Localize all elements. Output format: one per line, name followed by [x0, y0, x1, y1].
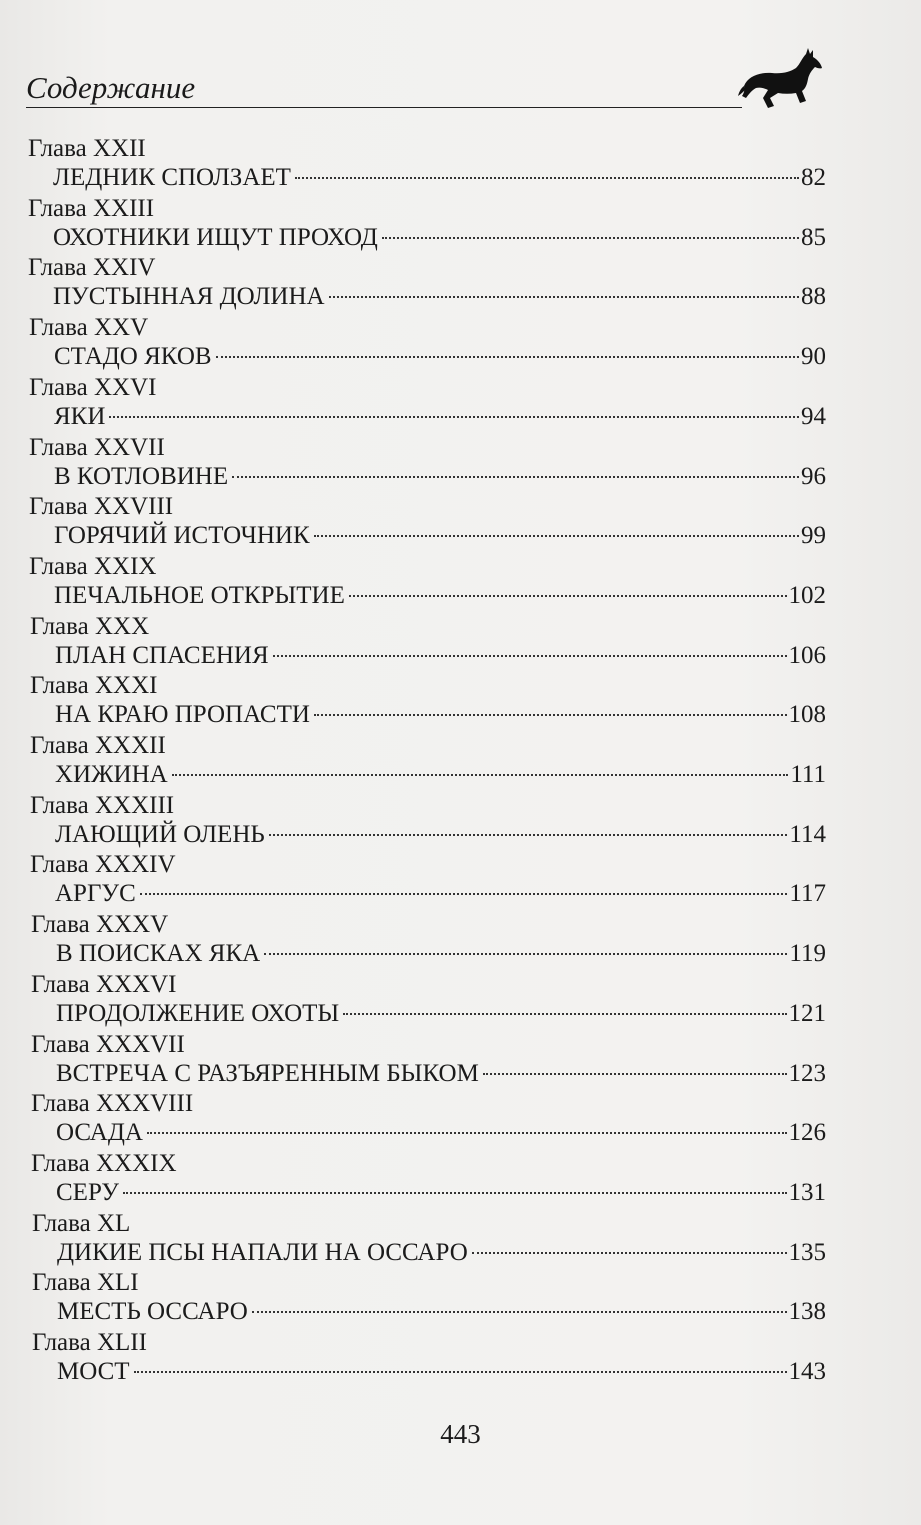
chapter-title: СТАДО ЯКОВ	[54, 343, 212, 371]
chapter-title: ГОРЯЧИЙ ИСТОЧНИК	[54, 522, 310, 550]
chapter-title: ОСАДА	[56, 1119, 143, 1147]
dot-leader	[472, 1252, 787, 1254]
chapter-title: ЛАЮЩИЙ ОЛЕНЬ	[55, 820, 265, 848]
dot-leader	[232, 476, 799, 478]
dot-leader	[147, 1132, 787, 1134]
toc-entry[interactable]	[57, 1238, 826, 1268]
toc-chapter	[0, 612, 921, 672]
chapter-label: Глава XXIII	[28, 194, 155, 222]
toc-chapter	[0, 671, 921, 731]
toc-chapter	[0, 731, 921, 791]
toc-entry[interactable]	[54, 462, 826, 492]
dot-leader	[264, 953, 787, 955]
toc-entry[interactable]	[55, 641, 826, 671]
toc-entry[interactable]	[54, 521, 826, 551]
chapter-title: МОСТ	[57, 1358, 130, 1385]
dot-leader	[273, 655, 787, 657]
chapter-page-number: 117	[789, 880, 826, 908]
chapter-page-number: 90	[801, 343, 826, 371]
chapter-title: СЕРУ	[56, 1178, 119, 1206]
toc-entry[interactable]	[56, 1059, 826, 1089]
chapter-label: Глава XXXIX	[31, 1149, 177, 1177]
chapter-label: Глава XXVI	[29, 373, 157, 401]
toc-chapter	[0, 433, 921, 493]
chapter-page-number: 111	[790, 761, 826, 788]
chapter-page-number: 138	[788, 1298, 826, 1326]
toc-entry[interactable]	[54, 342, 826, 372]
toc-chapter	[0, 910, 921, 970]
dot-leader	[314, 714, 787, 716]
chapter-page-number: 126	[788, 1119, 826, 1147]
chapter-label: Глава XXXVIII	[31, 1090, 194, 1118]
chapter-title: ПУСТЫННАЯ ДОЛИНА	[53, 283, 325, 311]
header-title: Содержание	[26, 70, 196, 105]
chapter-title: ПЛАН СПАСЕНИЯ	[55, 641, 269, 669]
chapter-page-number: 143	[788, 1358, 826, 1385]
chapter-label: Глава XXVIII	[29, 493, 174, 521]
toc-chapter	[0, 373, 921, 433]
dot-leader	[349, 595, 787, 597]
chapter-title: ЯКИ	[54, 402, 106, 430]
chapter-page-number: 88	[801, 283, 826, 311]
chapter-title: ОХОТНИКИ ИЩУТ ПРОХОД	[53, 223, 378, 251]
toc-entry[interactable]	[55, 820, 826, 850]
toc-chapter	[0, 313, 921, 373]
chapter-title: МЕСТЬ ОССАРО	[57, 1298, 248, 1326]
chapter-title: ПЕЧАЛЬНОЕ ОТКРЫТИЕ	[54, 581, 345, 609]
chapter-label: Глава XXIX	[29, 552, 157, 580]
chapter-label: Глава XXXV	[31, 911, 169, 939]
chapter-title: ПРОДОЛЖЕНИЕ ОХОТЫ	[56, 999, 340, 1027]
toc-chapter	[0, 970, 921, 1030]
toc-entry[interactable]	[55, 700, 826, 730]
toc-chapter	[0, 850, 921, 910]
chapter-page-number: 85	[801, 223, 826, 251]
chapter-title: В ПОИСКАХ ЯКА	[56, 940, 261, 968]
toc-entry[interactable]	[54, 402, 826, 432]
galloping-horse-icon	[738, 46, 824, 110]
chapter-label: Глава XXII	[28, 135, 146, 162]
chapter-page-number: 99	[801, 522, 826, 550]
dot-leader	[216, 356, 799, 358]
chapter-title: ВСТРЕЧА С РАЗЪЯРЕННЫМ БЫКОМ	[56, 1059, 479, 1087]
toc-chapter	[0, 1209, 921, 1269]
chapter-label: Глава XXVII	[29, 433, 165, 461]
chapter-page-number: 102	[788, 581, 826, 609]
toc-chapter	[0, 552, 921, 612]
chapter-label: Глава XXXIII	[30, 791, 175, 819]
chapter-page-number: 123	[788, 1059, 826, 1087]
toc-entry[interactable]	[53, 282, 826, 312]
chapter-label: Глава XXX	[30, 612, 150, 640]
page-number: 443	[440, 1419, 481, 1449]
chapter-title: ХИЖИНА	[55, 761, 168, 788]
chapter-label: Глава XXXIV	[30, 851, 176, 879]
toc-entry[interactable]	[56, 939, 826, 969]
dot-leader	[329, 296, 799, 298]
toc-chapter	[0, 253, 921, 313]
toc-entry[interactable]	[55, 760, 826, 790]
chapter-label: Глава XXXVI	[31, 970, 177, 998]
toc-chapter	[0, 1268, 921, 1328]
chapter-label: Глава XXIV	[28, 254, 156, 282]
chapter-page-number: 96	[801, 462, 826, 490]
dot-leader	[483, 1073, 787, 1075]
dot-leader	[252, 1311, 787, 1313]
dot-leader	[172, 774, 789, 776]
toc-entry[interactable]	[55, 879, 826, 909]
toc-chapter	[0, 134, 921, 194]
page-header	[26, 70, 826, 110]
dot-leader	[134, 1371, 787, 1373]
chapter-label: Глава XXXI	[30, 672, 158, 700]
dot-leader	[343, 1013, 786, 1015]
toc-chapter	[0, 194, 921, 254]
chapter-page-number: 131	[788, 1178, 826, 1206]
toc-entry[interactable]	[57, 1297, 826, 1327]
dot-leader	[295, 177, 799, 179]
chapter-page-number: 121	[788, 999, 826, 1027]
toc-chapter	[0, 791, 921, 851]
chapter-page-number: 119	[789, 940, 826, 968]
toc-entry[interactable]	[57, 1357, 826, 1387]
chapter-title: АРГУС	[55, 880, 136, 908]
chapter-label: Глава XXV	[29, 314, 149, 342]
toc-entry[interactable]	[53, 163, 826, 193]
chapter-label: Глава XL	[32, 1209, 131, 1237]
toc-entry[interactable]	[56, 999, 826, 1029]
chapter-label: Глава XXXVII	[31, 1030, 185, 1058]
chapter-page-number: 106	[788, 641, 826, 669]
dot-leader	[314, 535, 799, 537]
toc-entry[interactable]	[56, 1118, 826, 1148]
chapter-title: ЛЕДНИК СПОЛЗАЕТ	[53, 164, 291, 191]
toc-chapter	[0, 1149, 921, 1209]
chapter-label: Глава XLII	[32, 1329, 147, 1356]
toc-chapter	[0, 1328, 921, 1388]
toc-chapter	[0, 1030, 921, 1090]
chapter-label: Глава XXXII	[30, 732, 166, 759]
chapter-page-number: 135	[788, 1238, 826, 1266]
chapter-page-number: 114	[789, 820, 826, 848]
toc-entry[interactable]	[53, 223, 826, 253]
dot-leader	[382, 237, 799, 239]
chapter-title: НА КРАЮ ПРОПАСТИ	[55, 701, 310, 729]
dot-leader	[140, 893, 788, 895]
chapter-label: Глава XLI	[32, 1269, 139, 1297]
toc-chapter	[0, 492, 921, 552]
dot-leader	[269, 834, 788, 836]
toc-entry[interactable]	[56, 1178, 826, 1208]
chapter-page-number: 108	[788, 701, 826, 729]
header-rule	[26, 107, 742, 108]
toc-entry[interactable]	[54, 581, 826, 611]
chapter-page-number: 94	[801, 402, 826, 430]
chapter-title: ДИКИЕ ПСЫ НАПАЛИ НА ОССАРО	[57, 1238, 468, 1266]
dot-leader	[123, 1192, 787, 1194]
chapter-title: В КОТЛОВИНЕ	[54, 462, 229, 490]
dot-leader	[109, 416, 799, 418]
chapter-page-number: 82	[801, 164, 826, 191]
toc-chapter	[0, 1089, 921, 1149]
